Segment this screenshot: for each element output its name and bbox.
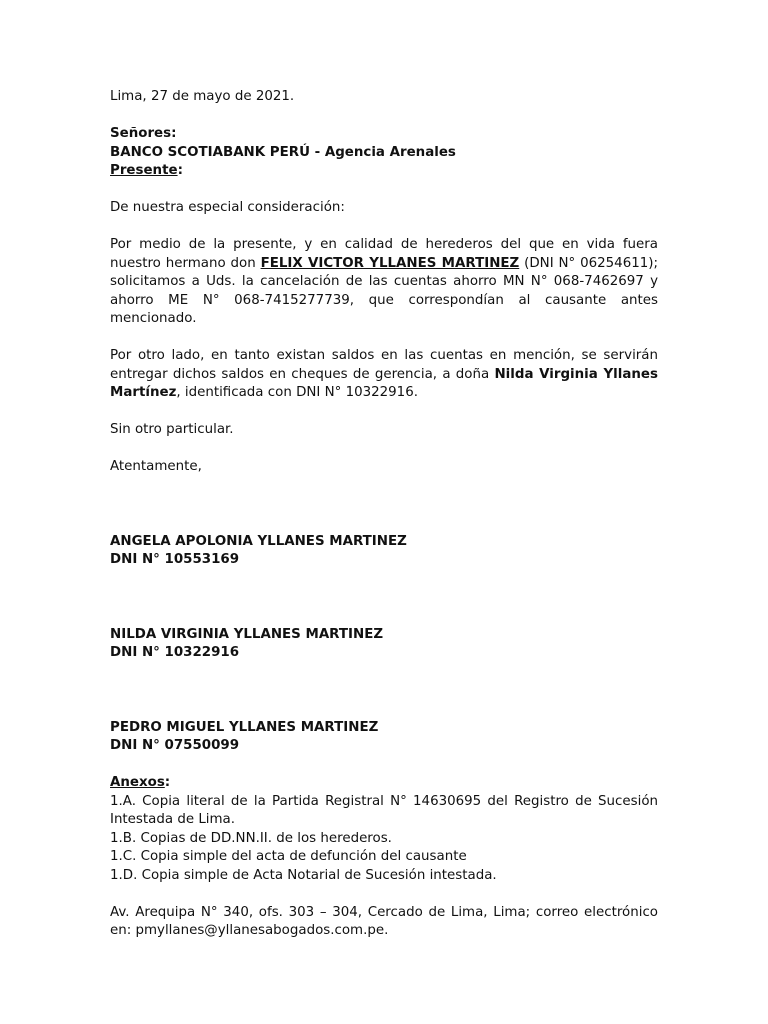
annexes-title-text: Anexos xyxy=(110,775,165,790)
annexes-section xyxy=(110,774,658,885)
presente-text: Presente xyxy=(110,163,178,178)
recipient-greeting: Señores: xyxy=(110,126,177,141)
signatory-name: ANGELA APOLONIA YLLANES MARTINEZ xyxy=(110,533,407,549)
signatory-block xyxy=(110,626,658,663)
sign-off: Atentamente, xyxy=(110,459,202,474)
deceased-name: FELIX VICTOR YLLANES MARTINEZ xyxy=(260,255,520,271)
recipient-presente: Presente: xyxy=(110,163,183,178)
annex-item: 1.D. Copia simple de Acta Notarial de Sucesión intestada. xyxy=(110,867,497,883)
beneficiary-name: Nilda Virginia Yllanes Martínez xyxy=(110,366,658,400)
annex-item: 1.C. Copia simple del acta de defunción del causante xyxy=(110,849,467,864)
annexes-title: Anexos: xyxy=(110,775,171,790)
signatory-block xyxy=(110,719,658,756)
address-footer: Av. Arequipa N° 340, ofs. 303 – 304, Cercado de Lima, Lima; correo electrónico en: pmyllanes@yllanesabogados.com.pe. xyxy=(110,904,658,938)
paragraph1-after: (DNI N° 06254611); solicitamos a Uds. la cancelación de las cuentas ahorro MN N° 068-7462697 y ahorro ME N° 068-7415277739, que correspondían al causante antes mencionado. xyxy=(110,255,658,326)
signatory-dni: DNI N° 10322916 xyxy=(110,645,240,660)
annex-item: 1.B. Copias de DD.NN.II. de los herederos. xyxy=(110,830,392,846)
paragraph1-before: Por medio de la presente, y en calidad de herederos del que en vida fuera nuestro hermano don xyxy=(110,237,658,271)
paragraph2-before: Por otro lado, en tanto existan saldos en las cuentas en mención, se servirán entregar dichos saldos en cheques de gerencia, a doña xyxy=(110,348,658,382)
paragraph-request xyxy=(110,236,658,329)
letter-page xyxy=(110,88,658,941)
signatory-dni: DNI N° 10553169 xyxy=(110,552,240,567)
date-line: Lima, 27 de mayo de 2021. xyxy=(110,89,295,104)
signatory-name: PEDRO MIGUEL YLLANES MARTINEZ xyxy=(110,719,379,735)
signatory-name: NILDA VIRGINIA YLLANES MARTINEZ xyxy=(110,626,384,642)
signatory-block xyxy=(110,533,658,570)
paragraph-balances xyxy=(110,347,658,403)
annex-item: 1.A. Copia literal de la Partida Registral N° 14630695 del Registro de Sucesión Intestada de Lima. xyxy=(110,793,658,827)
greeting-text: Señores xyxy=(110,126,172,141)
signatory-dni: DNI N° 07550099 xyxy=(110,738,240,753)
closing-line: Sin otro particular. xyxy=(110,422,234,437)
recipient-bank: BANCO SCOTIABANK PERÚ - Agencia Arenales xyxy=(110,144,456,160)
paragraph2-after: , identificada con DNI N° 10322916. xyxy=(176,385,418,400)
salutation: De nuestra especial consideración: xyxy=(110,200,345,215)
